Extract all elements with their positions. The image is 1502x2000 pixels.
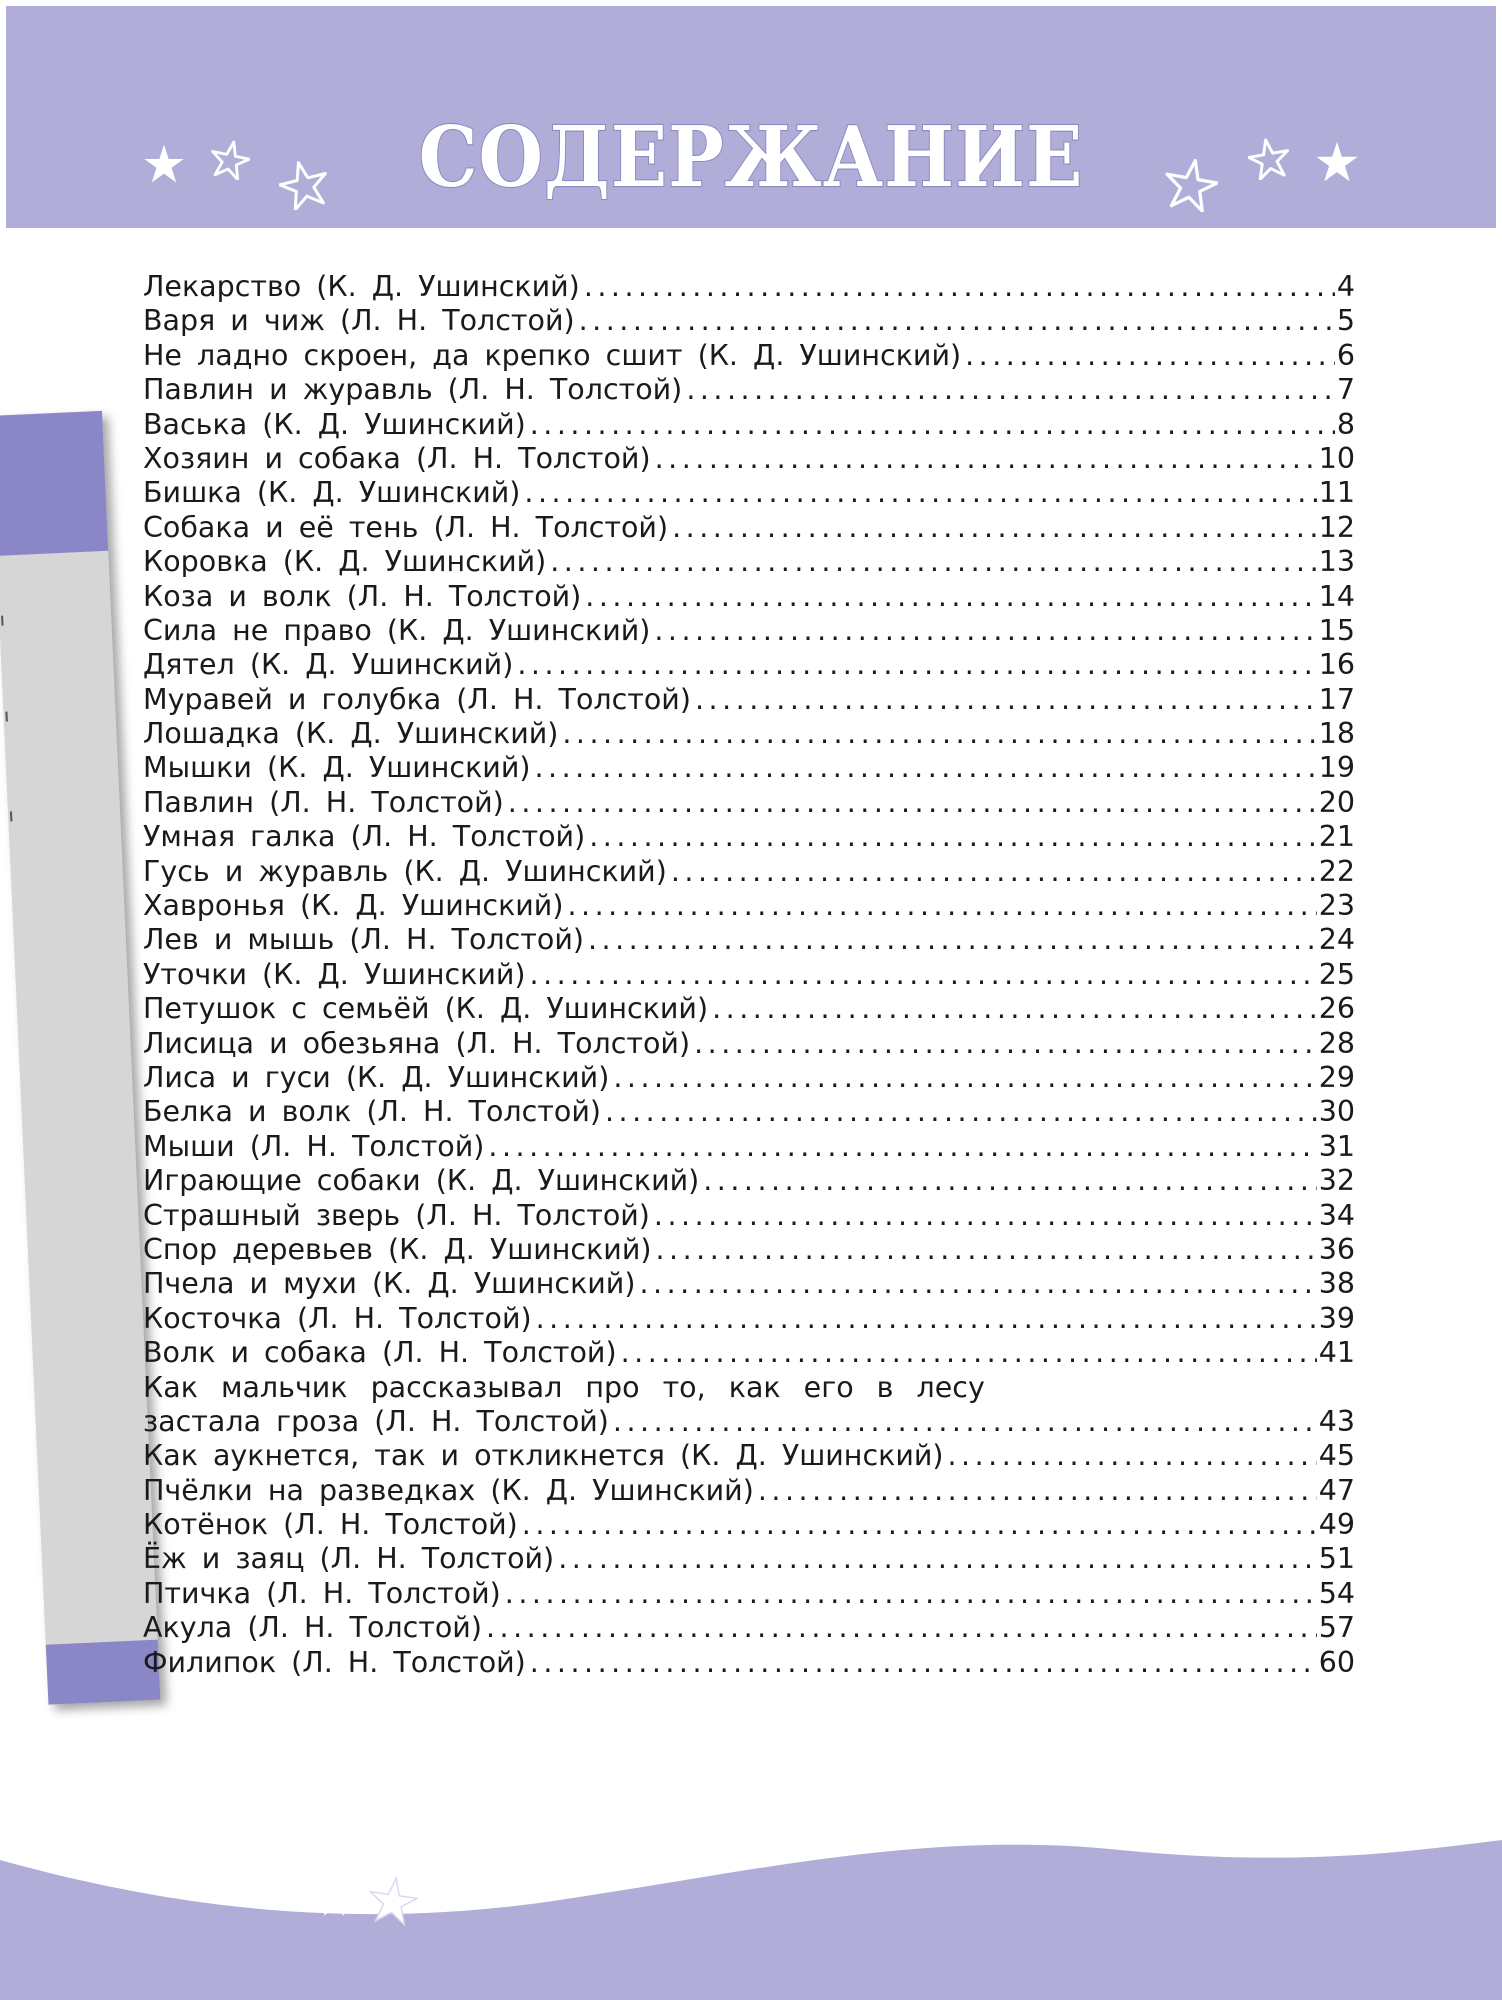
toc-dot-leader <box>562 717 1316 751</box>
toc-page-number: 18 <box>1318 717 1355 751</box>
toc-entry-title: Как аукнется, так и откликнется (К. Д. Ушинский) <box>143 1439 944 1473</box>
toc-dot-leader <box>589 820 1317 854</box>
star-solid-icon <box>143 143 185 185</box>
star-outline-icon <box>210 140 250 180</box>
toc-page-number: 15 <box>1318 613 1355 647</box>
toc-page-number: 21 <box>1318 820 1355 854</box>
toc-dot-leader <box>505 1577 1317 1611</box>
toc-entry-title: Васька (К. Д. Ушинский) <box>143 407 526 441</box>
toc-page-number: 41 <box>1318 1336 1355 1370</box>
toc-entry-title: Акула (Л. Н. Толстой) <box>143 1611 482 1645</box>
toc-page-number: 4 <box>1336 270 1355 303</box>
toc-entry-title: Коровка (К. Д. Ушинский) <box>143 545 547 579</box>
toc-dot-leader <box>488 1130 1316 1164</box>
book-edge-mark <box>5 711 15 721</box>
toc-dot-leader <box>524 476 1316 510</box>
toc-page-number: 45 <box>1318 1439 1355 1473</box>
toc-dot-leader <box>694 1027 1317 1061</box>
toc-entry <box>143 1095 1355 1129</box>
toc-page-number: 57 <box>1318 1611 1355 1645</box>
toc-entry-title: Хавронья (К. Д. Ушинский) <box>143 889 564 923</box>
toc-entry <box>143 855 1355 889</box>
toc-entry <box>143 1611 1355 1645</box>
toc-dot-leader <box>508 786 1317 820</box>
toc-page-number: 32 <box>1318 1164 1355 1198</box>
toc-page-number: 39 <box>1318 1301 1355 1335</box>
toc-page-number: 36 <box>1318 1232 1355 1266</box>
toc-entry-title: Бишка (К. Д. Ушинский) <box>143 476 521 510</box>
toc-page-number: 31 <box>1318 1129 1355 1163</box>
toc-entry <box>143 408 1355 442</box>
toc-entry <box>143 1302 1355 1336</box>
toc-entry-title: Петушок с семьёй (К. Д. Ушинский) <box>143 992 709 1026</box>
toc-entry <box>143 1061 1355 1095</box>
toc-entry <box>143 1233 1355 1267</box>
toc-dot-leader <box>695 683 1317 717</box>
toc-page-number: 54 <box>1318 1576 1355 1610</box>
toc-entry <box>143 1199 1355 1233</box>
toc-dot-leader <box>639 1267 1316 1301</box>
toc-dot-leader <box>672 511 1317 545</box>
toc-entry-title: Мышки (К. Д. Ушинский) <box>143 751 531 785</box>
toc-dot-leader <box>703 1164 1316 1198</box>
toc-entry-title: Павлин и журавль (Л. Н. Толстой) <box>143 373 683 407</box>
toc-entry-title: Котёнок (Л. Н. Толстой) <box>143 1508 518 1542</box>
toc-dot-leader <box>585 580 1316 614</box>
toc-entry <box>143 304 1355 338</box>
toc-page-number: 11 <box>1318 476 1355 510</box>
toc-dot-leader <box>536 1302 1317 1336</box>
toc-entry <box>143 751 1355 785</box>
toc-dot-leader <box>558 1542 1317 1576</box>
star-solid-icon <box>316 1882 352 1918</box>
toc-entry <box>143 1439 1355 1473</box>
toc-entry-title: Птичка (Л. Н. Толстой) <box>143 1576 501 1610</box>
page-title: СОДЕРЖАНИЕ <box>418 109 1084 207</box>
toc-page-number: 43 <box>1318 1404 1355 1438</box>
toc-dot-leader <box>712 992 1317 1026</box>
footer-wave-decoration <box>0 1830 1502 2000</box>
toc-entry <box>143 820 1355 854</box>
toc-page-number: 51 <box>1318 1542 1355 1576</box>
toc-dot-leader <box>655 442 1317 476</box>
toc-entry-title: Павлин (Л. Н. Толстой) <box>143 785 504 819</box>
toc-entry <box>143 786 1355 820</box>
toc-entry <box>143 923 1355 957</box>
toc-page-number: 8 <box>1336 407 1355 441</box>
toc-page-number: 22 <box>1318 854 1355 888</box>
toc-entry-title: Лиса и гуси (К. Д. Ушинский) <box>143 1060 610 1094</box>
toc-dot-leader <box>567 889 1316 923</box>
toc-page-number: 12 <box>1318 510 1355 544</box>
star-outline-icon <box>279 160 329 210</box>
toc-dot-leader <box>579 304 1335 338</box>
toc-entry <box>143 339 1355 373</box>
toc-entry-title: застала гроза (Л. Н. Толстой) <box>143 1404 609 1438</box>
toc-entry <box>143 717 1355 751</box>
book-edge-mark <box>10 811 20 821</box>
toc-entry <box>143 683 1355 717</box>
toc-entry-title: Варя и чиж (Л. Н. Толстой) <box>143 304 575 338</box>
toc-entry <box>143 648 1355 682</box>
toc-entry-title: Как мальчик рассказывал про то, как его в лесу <box>143 1370 985 1404</box>
toc-entry <box>143 1027 1355 1061</box>
toc-dot-leader <box>758 1474 1317 1508</box>
toc-page-number: 25 <box>1318 957 1355 991</box>
toc-entry <box>143 1474 1355 1508</box>
toc-page-number: 19 <box>1318 751 1355 785</box>
toc-page-number: 23 <box>1318 889 1355 923</box>
toc-entry-title: Филипок (Л. Н. Толстой) <box>143 1645 526 1679</box>
star-outline-icon <box>1248 138 1290 180</box>
toc-entry <box>143 1405 1355 1439</box>
toc-entry-title: Лекарство (К. Д. Ушинский) <box>143 270 580 303</box>
toc-dot-leader <box>621 1336 1317 1370</box>
toc-dot-leader <box>686 373 1335 407</box>
toc-page-number: 5 <box>1336 304 1355 338</box>
toc-entry-line <box>143 1371 1355 1405</box>
table-of-contents <box>143 270 1355 1680</box>
toc-dot-leader <box>584 270 1335 304</box>
toc-page-number: 7 <box>1336 373 1355 407</box>
toc-entry-title: Играющие собаки (К. Д. Ушинский) <box>143 1164 700 1198</box>
toc-dot-leader <box>613 1405 1317 1439</box>
toc-dot-leader <box>530 408 1335 442</box>
star-solid-icon <box>368 1876 418 1926</box>
toc-dot-leader <box>654 614 1316 648</box>
star-solid-icon <box>1315 140 1359 184</box>
toc-page-number: 13 <box>1318 545 1355 579</box>
toc-entry <box>143 889 1355 923</box>
toc-dot-leader <box>948 1439 1317 1473</box>
toc-dot-leader <box>534 751 1316 785</box>
toc-entry <box>143 545 1355 579</box>
toc-dot-leader <box>517 648 1316 682</box>
toc-entry <box>143 1646 1355 1680</box>
toc-entry <box>143 1164 1355 1198</box>
toc-dot-leader <box>486 1611 1317 1645</box>
toc-page-number: 30 <box>1318 1095 1355 1129</box>
toc-entry-title: Белка и волк (Л. Н. Толстой) <box>143 1095 601 1129</box>
toc-entry <box>143 476 1355 510</box>
star-outline-icon <box>1164 158 1218 212</box>
toc-entry <box>143 511 1355 545</box>
toc-entry <box>143 442 1355 476</box>
toc-entry <box>143 614 1355 648</box>
book-edge-top-band <box>0 411 108 556</box>
toc-dot-leader <box>588 923 1317 957</box>
toc-entry-title: Ёж и заяц (Л. Н. Толстой) <box>143 1542 555 1576</box>
toc-entry-title: Дятел (К. Д. Ушинский) <box>143 648 514 682</box>
toc-page-number: 16 <box>1318 648 1355 682</box>
toc-entry <box>143 373 1355 407</box>
toc-page-number: 10 <box>1318 441 1355 475</box>
toc-page-number: 29 <box>1318 1060 1355 1094</box>
toc-entry <box>143 992 1355 1026</box>
toc-page-number: 20 <box>1318 785 1355 819</box>
toc-entry-title: Гусь и журавль (К. Д. Ушинский) <box>143 854 667 888</box>
toc-entry-title: Не ладно скроен, да крепко сшит (К. Д. Ушинский) <box>143 338 962 372</box>
toc-page-number: 24 <box>1318 923 1355 957</box>
toc-dot-leader <box>654 1199 1317 1233</box>
toc-entry <box>143 1577 1355 1611</box>
toc-dot-leader <box>655 1233 1316 1267</box>
toc-entry <box>143 958 1355 992</box>
toc-page-number: 28 <box>1318 1026 1355 1060</box>
toc-page-number: 14 <box>1318 579 1355 613</box>
toc-page-number: 38 <box>1318 1267 1355 1301</box>
toc-entry-title: Лошадка (К. Д. Ушинский) <box>143 717 559 751</box>
toc-entry-title: Лев и мышь (Л. Н. Толстой) <box>143 923 584 957</box>
toc-dot-leader <box>550 545 1316 579</box>
toc-dot-leader <box>522 1508 1317 1542</box>
toc-page-number: 47 <box>1318 1473 1355 1507</box>
toc-entry-title: Страшный зверь (Л. Н. Толстой) <box>143 1198 650 1232</box>
book-edge-decoration <box>0 411 160 1705</box>
toc-entry <box>143 1508 1355 1542</box>
toc-entry <box>143 1130 1355 1164</box>
toc-dot-leader <box>671 855 1317 889</box>
toc-entry-title: Волк и собака (Л. Н. Толстой) <box>143 1336 617 1370</box>
toc-dot-leader <box>605 1095 1317 1129</box>
toc-dot-leader <box>530 958 1317 992</box>
toc-entry <box>143 270 1355 304</box>
toc-entry-title: Пчёлки на разведках (К. Д. Ушинский) <box>143 1473 754 1507</box>
toc-entry-title: Собака и её тень (Л. Н. Толстой) <box>143 510 669 544</box>
toc-entry <box>143 1336 1355 1370</box>
toc-page-number: 6 <box>1336 338 1355 372</box>
toc-entry-title: Пчела и мухи (К. Д. Ушинский) <box>143 1267 636 1301</box>
toc-entry-title: Лисица и обезьяна (Л. Н. Толстой) <box>143 1026 691 1060</box>
toc-entry-title: Сила не право (К. Д. Ушинский) <box>143 613 651 647</box>
toc-entry <box>143 1267 1355 1301</box>
toc-entry-title: Спор деревьев (К. Д. Ушинский) <box>143 1232 652 1266</box>
toc-entry-title: Косточка (Л. Н. Толстой) <box>143 1301 532 1335</box>
toc-entry-title: Умная галка (Л. Н. Толстой) <box>143 820 586 854</box>
toc-entry <box>143 1542 1355 1576</box>
toc-entry <box>143 580 1355 614</box>
toc-dot-leader <box>613 1061 1316 1095</box>
toc-page-number: 60 <box>1318 1645 1355 1679</box>
toc-entry-title: Коза и волк (Л. Н. Толстой) <box>143 579 582 613</box>
toc-entry-title: Уточки (К. Д. Ушинский) <box>143 957 526 991</box>
toc-page-number: 34 <box>1318 1198 1355 1232</box>
toc-dot-leader <box>965 339 1335 373</box>
toc-page-number: 17 <box>1318 682 1355 716</box>
toc-entry-title: Мыши (Л. Н. Толстой) <box>143 1129 485 1163</box>
toc-entry-title: Хозяин и собака (Л. Н. Толстой) <box>143 441 651 475</box>
toc-dot-leader <box>530 1646 1317 1680</box>
toc-page-number: 49 <box>1318 1508 1355 1542</box>
toc-page-number: 26 <box>1318 992 1355 1026</box>
toc-entry-title: Муравей и голубка (Л. Н. Толстой) <box>143 682 691 716</box>
book-edge-mark <box>1 615 11 625</box>
